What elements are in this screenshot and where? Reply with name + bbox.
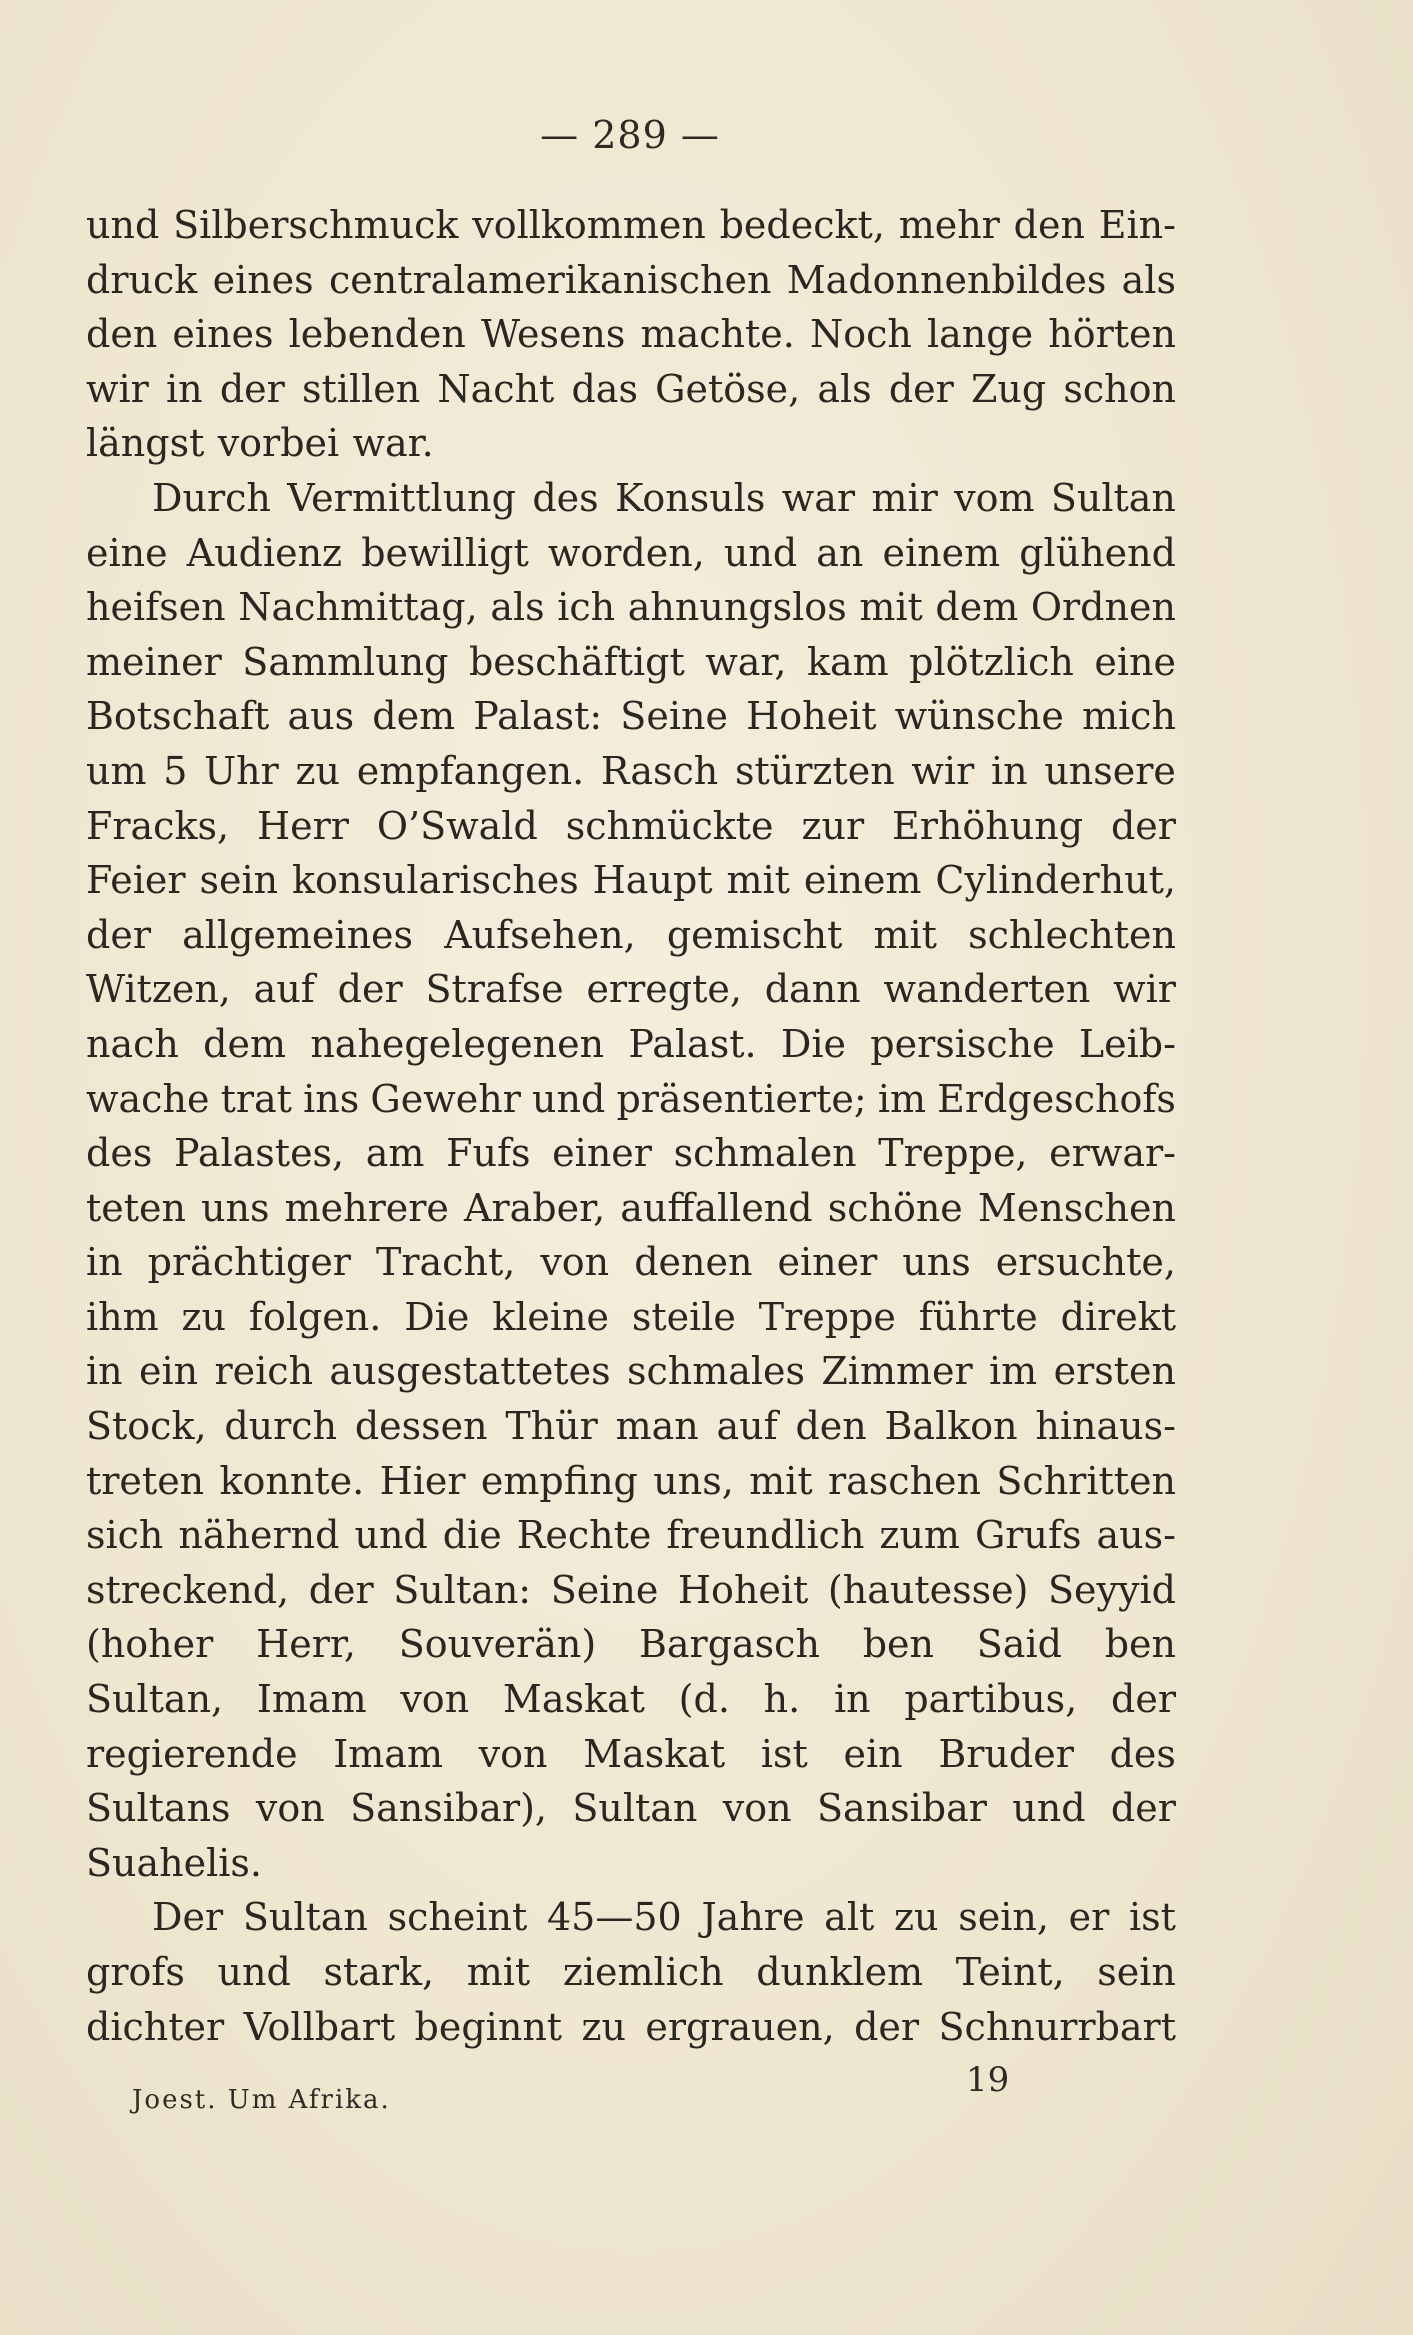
text-line: Sultans von Sansibar), Sultan von Sansibar und der — [86, 1786, 1176, 1831]
text-line: Suahelis. — [86, 1840, 263, 1885]
text-line: wir in der stillen Nacht das Getöse, als der Zug schon — [86, 366, 1176, 411]
text-line: Stock, durch dessen Thür man auf den Balkon hinaus- — [86, 1404, 1176, 1449]
text-line: eine Audienz bewilligt worden, und an einem glühend — [86, 530, 1176, 575]
text-line: regierende Imam von Maskat ist ein Bruder des — [86, 1731, 1176, 1776]
text-line: in prächtiger Tracht, von denen einer uns ersuchte, — [86, 1240, 1176, 1285]
text-line: der allgemeines Aufsehen, gemischt mit schlechten — [86, 912, 1176, 957]
text-line: Feier sein konsularisches Haupt mit einem Cylinderhut, — [86, 858, 1176, 903]
text-line: grofs und stark, mit ziemlich dunklem Teint, sein — [86, 1950, 1176, 1994]
text-line: meiner Sammlung beschäftigt war, kam plötzlich eine — [86, 639, 1176, 684]
text-line: streckend, der Sultan: Seine Hoheit (hautesse) Seyyid — [86, 1567, 1176, 1612]
text-line: wache trat ins Gewehr und präsentierte; im Erdgeschofs — [86, 1076, 1176, 1121]
text-line: Botschaft aus dem Palast: Seine Hoheit wünsche mich — [86, 694, 1176, 739]
text-line: längst vorbei war. — [86, 421, 434, 466]
text-line: dichter Vollbart beginnt zu ergrauen, der Schnurrbart — [86, 2004, 1176, 2049]
text-line: um 5 Uhr zu empfangen. Rasch stürzten wir in unsere — [86, 748, 1176, 793]
text-line: sich nähernd und die Rechte freundlich zum Grufs aus- — [86, 1513, 1176, 1558]
text-line: druck eines centralamerikanischen Madonnenbildes als — [86, 257, 1176, 302]
text-line: nach dem nahegelegenen Palast. Die persische Leib- — [86, 1021, 1176, 1066]
text-line: des Palastes, am Fufs einer schmalen Treppe, erwar- — [86, 1131, 1176, 1176]
text-line: ihm zu folgen. Die kleine steile Treppe führte direkt — [86, 1294, 1176, 1339]
text-line: und Silberschmuck vollkommen bedeckt, mehr den Ein- — [86, 203, 1176, 247]
footer-sheet-number: 19 — [966, 2060, 1010, 2100]
text-line: Der Sultan scheint 45—50 Jahre alt zu sein, er ist — [152, 1895, 1176, 1940]
text-line: in ein reich ausgestattetes schmales Zimmer im ersten — [86, 1349, 1176, 1394]
body-text — [86, 198, 1176, 2054]
text-line: teten uns mehrere Araber, auffallend schöne Menschen — [86, 1185, 1176, 1230]
page-number: — 289 — — [540, 113, 720, 157]
text-line: (hoher Herr, Souverän) Bargasch ben Said ben — [86, 1622, 1176, 1667]
text-line: den eines lebenden Wesens machte. Noch lange hörten — [86, 312, 1176, 357]
text-line: Witzen, auf der Strafse erregte, dann wanderten wir — [86, 967, 1176, 1012]
text-line: heifsen Nachmittag, als ich ahnungslos mit dem Ordnen — [86, 585, 1176, 630]
footer-signature: Joest. Um Afrika. — [132, 2085, 391, 2115]
text-line: Sultan, Imam von Maskat (d. h. in partibus, der — [86, 1677, 1176, 1722]
text-line: Durch Vermittlung des Konsuls war mir vom Sultan — [152, 475, 1176, 520]
text-line: treten konnte. Hier empfing uns, mit raschen Schritten — [86, 1458, 1176, 1503]
text-line: Fracks, Herr O’Swald schmückte zur Erhöhung der — [86, 803, 1176, 848]
